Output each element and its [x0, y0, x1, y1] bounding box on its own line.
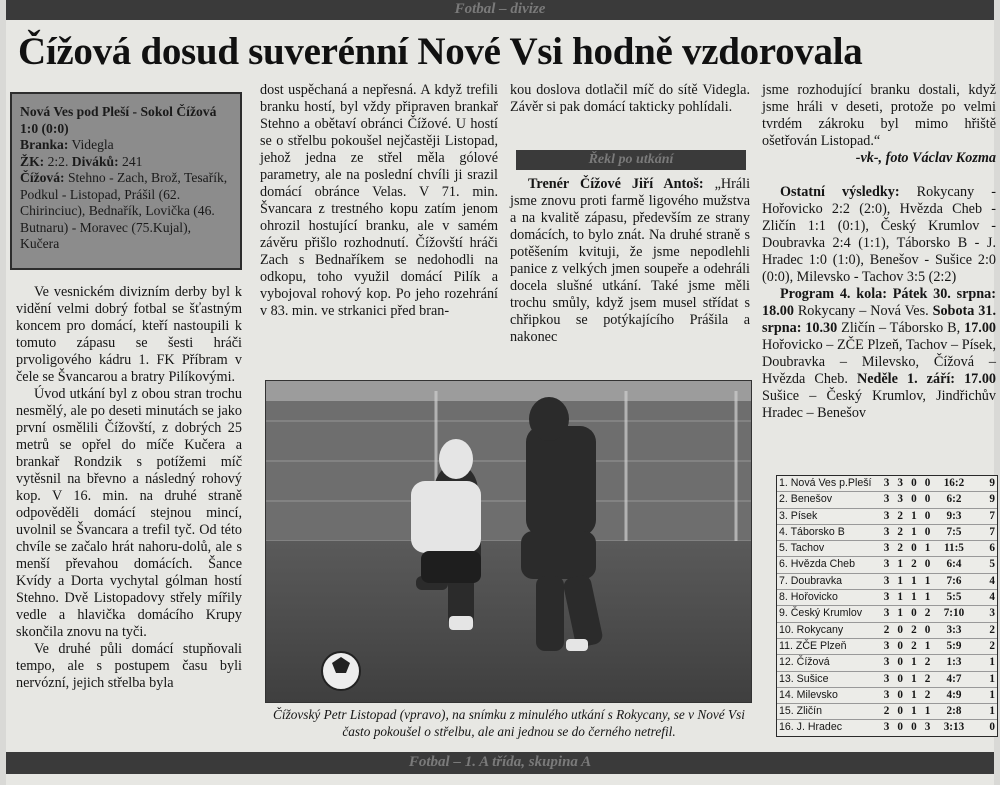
points: 2 — [989, 639, 996, 652]
wins: 0 — [897, 705, 903, 718]
attendance-label: Diváků: — [71, 153, 119, 169]
interview-subhead: Řekl po utkání — [516, 150, 746, 170]
article-paragraph: Úvod utkání byl z obou stran trochu nesmělý, ale po deseti minutách se jako první osmělili Čížovští, z dobrých 25 metrů se opřel do míče Kučera a brankař Rondzik s potížemi míč vytěsnil na břevno a následný rohový kop. V 16. min. na druhé straně odpověděli domácí stejnou mincí, uvolnil se Švancara a trefil tyč. Od této chvíle se začalo hrát nahoru-dolů, ale s menší převahou domácích. Šance Kvídy a Dorta vychytal gólman hostí Stehno. Dvě Listopadovy střely mířily vedle a hlavička domácího Krupy skončila znovu na tyči. — [16, 386, 242, 640]
points: 5 — [989, 558, 996, 571]
standings-table — [776, 475, 998, 737]
wins: 0 — [897, 656, 903, 669]
losses: 1 — [924, 574, 931, 587]
goal-score: 11:5 — [944, 542, 964, 555]
draws: 2 — [911, 558, 917, 571]
losses: 2 — [924, 607, 931, 620]
quote-text: „Hráli jsme znovu proti farmě ligového mužstva a na kvalitě zápasu, především ze strany domácích, to bylo znát. Na druhé straně s potěšením kvituji, že jsme nepodlehli panice z velkých jmen soupeře a odehráli docela slušné utkání. Také jsme měli trochu smůly, když jsem musel střídat s chřipkou se potýkajícího Prášila a nakonec — [510, 176, 751, 345]
goal-score: 9:3 — [946, 509, 962, 522]
team-name: 2. Benešov — [779, 493, 833, 506]
goal-score: 7:10 — [943, 607, 965, 620]
points: 1 — [989, 688, 996, 701]
article-paragraph: dost uspěchaná a nepřesná. A když trefili branku hostí, byl vždy připraven brankař Stehno a obětaví obránci Čížové. U hostí se o střelbu pokoušel nejčastěji Listopad, jehož jedna ze střel měla gólové parametry, ale na poslední chvíli ji srazil domácí obránce Velas. V 71. min. Švancara z trestného kopu zatím jenom ohrozil hostující branku, ale v samém závěru přišlo rozhodnutí. Čížovští hráči Zach s Bednaříkem se nedohodli na odkopu, toho využil domácí Pilík a vybojoval rohový kop. Po jeho rozehrání v 83. min. ve strkanici před bran- — [260, 82, 498, 319]
lineup-text: Stehno - Zach, Brož, Tesařík, Podkul - Listopad, Prášil (62. Chirinciuc), Bednařík, Lovička (46. Butnaru) - Moravec (75.Kujal), Kučera — [20, 170, 228, 251]
article-paragraph: kou doslova dotlačil míč do sítě Videgla. Závěr si pak domácí takticky pohlídali. — [510, 82, 750, 115]
losses: 0 — [924, 509, 931, 522]
quote-speaker: Trenér Čížové Jiří Antoš: — [528, 176, 704, 192]
article-column-1 — [16, 284, 242, 692]
points: 1 — [989, 705, 996, 718]
match-result: Nová Ves pod Pleší - Sokol Čížová 1:0 (0:0) — [20, 104, 217, 136]
points: 1 — [989, 656, 996, 669]
program-saturday-label: Sobota 31. srpna: 10.30 — [762, 303, 997, 336]
section-header-bar — [6, 0, 994, 20]
standings-row — [777, 492, 997, 508]
wins: 1 — [897, 607, 903, 620]
wins: 2 — [897, 525, 903, 538]
byline: -vk-, foto Václav Kozma — [855, 150, 996, 166]
losses: 2 — [924, 656, 931, 669]
team-name: 1. Nová Ves p.Pleší — [779, 477, 872, 489]
article-column-2 — [260, 82, 498, 320]
team-name: 15. Zličín — [779, 705, 822, 718]
team-name: 10. Rokycany — [779, 623, 844, 636]
goal-score: 5:5 — [946, 591, 962, 604]
wins: 3 — [897, 493, 903, 506]
goal-score: 3:3 — [946, 623, 962, 636]
wins: 0 — [897, 721, 903, 734]
losses: 1 — [924, 542, 931, 555]
standings-row — [777, 720, 997, 735]
other-results — [762, 184, 996, 286]
wins: 0 — [897, 688, 903, 701]
draws: 0 — [911, 477, 917, 489]
wins: 0 — [897, 639, 903, 652]
lineup-line — [20, 170, 232, 253]
wins: 1 — [897, 574, 903, 587]
program-time-2: 17.00 — [964, 320, 997, 336]
goal-score: 16:2 — [943, 477, 965, 489]
cards-label: ŽK: — [20, 153, 45, 169]
team-name: 14. Milevsko — [779, 688, 838, 701]
wins: 0 — [897, 672, 903, 685]
attendance-value: 241 — [122, 153, 143, 169]
standings-row — [777, 606, 997, 622]
results-and-program — [762, 184, 996, 422]
wins: 1 — [897, 591, 903, 604]
article-paragraph: Ve vesnickém divizním derby byl k vidění velmi dobrý fotbal se šťastným koncem pro domácí, kteří nastoupili k tomuto zápasu se šesti hráči prvoligového kádru 1. FK Příbram v čele se Švancarou a bratry Pilíkovými. — [16, 284, 242, 385]
losses: 0 — [924, 477, 931, 489]
other-results-text: Rokycany - Hořovicko 2:2 (2:0), Hvězda Cheb - Zličín 1:1 (0:1), Český Krumlov - Doubravka 2:4 (1:1), Táborsko B - J. Hradec 1:0 (1:0), Benešov - Sušice 2:0 (0:0), Milevsko - Tachov 3:5 (2:2) — [762, 184, 996, 285]
standings-row — [777, 623, 997, 639]
article-column-3-top — [510, 82, 750, 116]
goal-score: 6:4 — [946, 558, 962, 571]
match-info-box — [10, 92, 242, 270]
losses: 0 — [924, 525, 931, 538]
team-name: 6. Hvězda Cheb — [779, 558, 855, 571]
article-headline: Čížová dosud suverénní Nové Vsi hodně vzdorovala — [18, 30, 863, 73]
team-name: 7. Doubravka — [779, 574, 843, 587]
draws: 0 — [911, 721, 917, 734]
section-header-title: Fotbal – divize — [454, 1, 546, 17]
draws: 0 — [911, 607, 917, 620]
goal-score: 6:2 — [946, 493, 962, 506]
standings-row — [777, 476, 997, 492]
losses: 2 — [924, 688, 931, 701]
points: 6 — [989, 542, 996, 555]
team-name: 5. Tachov — [779, 542, 825, 555]
played: 3 — [883, 607, 890, 620]
program-sunday-label: Neděle 1. září: 17.00 — [856, 371, 997, 387]
played: 3 — [883, 591, 890, 604]
played: 3 — [883, 525, 890, 538]
goal-score: 4:7 — [946, 672, 962, 685]
losses: 1 — [924, 639, 931, 652]
draws: 2 — [911, 623, 917, 636]
match-goal-line — [20, 137, 232, 154]
standings-row — [777, 688, 997, 704]
draws: 1 — [911, 656, 917, 669]
team-name: 11. ZČE Plzeň — [779, 639, 847, 652]
points: 9 — [989, 477, 996, 489]
losses: 0 — [924, 623, 931, 636]
team-name: 12. Čížová — [779, 656, 830, 669]
goal-score: 7:5 — [946, 525, 962, 538]
section-footer-title: Fotbal – 1. A třída, skupina A — [408, 754, 592, 770]
standings-row — [777, 574, 997, 590]
points: 1 — [989, 672, 996, 685]
wins: 3 — [897, 477, 903, 489]
team-name: 8. Hořovicko — [779, 591, 838, 604]
losses: 1 — [924, 705, 931, 718]
match-photo-image — [266, 381, 751, 702]
standings-row — [777, 525, 997, 541]
draws: 1 — [911, 672, 917, 685]
goal-score: 5:9 — [946, 639, 962, 652]
losses: 2 — [924, 672, 931, 685]
goal-label: Branka: — [20, 137, 69, 152]
draws: 2 — [911, 639, 917, 652]
match-photo — [265, 380, 752, 703]
cards-value: 2:2. — [47, 153, 69, 169]
newspaper-page — [6, 0, 997, 785]
goal-scorer: Videgla — [71, 137, 114, 152]
goal-score: 1:3 — [946, 656, 962, 669]
draws: 1 — [911, 509, 917, 522]
coach-quote — [510, 176, 750, 346]
wins: 2 — [897, 542, 903, 555]
played: 3 — [883, 509, 890, 522]
played: 3 — [883, 639, 890, 652]
lineup-label: Čížová: — [20, 170, 65, 185]
team-name: 4. Táborsko B — [779, 525, 845, 538]
team-name: 16. J. Hradec — [779, 721, 843, 734]
points: 3 — [989, 607, 996, 620]
photo-caption: Čížovský Petr Listopad (vpravo), na snímku z minulého utkání s Rokycany, se v Nové Vsi často pokoušel o střelbu, ale ani jednou se do černého netrefil. — [273, 707, 745, 739]
losses: 3 — [924, 721, 931, 734]
program-text-2: Zličín – Táborsko B, — [841, 320, 961, 336]
points: 4 — [989, 574, 996, 587]
points: 0 — [989, 721, 996, 734]
points: 4 — [989, 591, 996, 604]
played: 3 — [883, 672, 890, 685]
team-name: 3. Písek — [779, 509, 818, 522]
goal-score: 3:13 — [943, 721, 965, 734]
played: 3 — [883, 542, 890, 555]
played: 3 — [883, 493, 890, 506]
draws: 1 — [911, 574, 917, 587]
played: 2 — [883, 623, 890, 636]
goal-score: 2:8 — [946, 705, 962, 718]
points: 9 — [989, 493, 996, 506]
draws: 1 — [911, 688, 917, 701]
standings-row — [777, 672, 997, 688]
team-name: 13. Sušice — [779, 672, 829, 685]
played: 3 — [883, 477, 890, 489]
article-paragraph: Ve druhé půli domácí stupňovali tempo, ale s postupem času byli nervózní, jejich střelba byla — [16, 641, 242, 691]
played: 3 — [883, 721, 890, 734]
losses: 0 — [924, 493, 931, 506]
other-results-label: Ostatní výsledky: — [780, 184, 900, 200]
standings-row — [777, 704, 997, 720]
standings-row — [777, 655, 997, 671]
played: 3 — [883, 656, 890, 669]
program — [762, 286, 996, 422]
section-footer-bar — [6, 752, 994, 774]
draws: 1 — [911, 525, 917, 538]
played: 3 — [883, 574, 890, 587]
program-text-4: Sušice – Český Krumlov, Jindřichův Hradec – Benešov — [762, 388, 996, 421]
wins: 0 — [897, 623, 903, 636]
losses: 0 — [924, 558, 931, 571]
goal-score: 7:6 — [946, 574, 962, 587]
goal-score: 4:9 — [946, 688, 962, 701]
quote-paragraph — [510, 176, 750, 346]
draws: 0 — [911, 542, 917, 555]
standings-row — [777, 541, 997, 557]
draws: 1 — [911, 591, 917, 604]
match-cards-line — [20, 154, 232, 171]
quote-ending-text: jsme rozhodující branku dostali, když jsme hráli v deseti, protože po velmi tvrdém zákroku byl mimo hřiště ošetřován Listopad.“ — [762, 82, 996, 149]
draws: 0 — [911, 493, 917, 506]
played: 3 — [883, 688, 890, 701]
standings-row — [777, 509, 997, 525]
program-text-1: Rokycany – Nová Ves. — [797, 303, 929, 319]
wins: 2 — [897, 509, 903, 522]
program-text-3: Hořovicko – ZČE Plzeň, Tachov – Písek, Doubravka – Milevsko, Čížová – Hvězda Cheb. — [762, 337, 996, 387]
quote-ending — [762, 82, 996, 166]
article-column-4-top — [762, 82, 996, 167]
losses: 1 — [924, 591, 931, 604]
played: 3 — [883, 558, 890, 571]
played: 2 — [883, 705, 890, 718]
points: 7 — [989, 509, 996, 522]
wins: 1 — [897, 558, 903, 571]
standings-row — [777, 639, 997, 655]
points: 2 — [989, 623, 996, 636]
draws: 1 — [911, 705, 917, 718]
team-name: 9. Český Krumlov — [779, 607, 863, 620]
standings-row — [777, 557, 997, 573]
program-label: Program 4. kola: Pátek 30. srpna: 18.00 — [762, 286, 996, 319]
points: 7 — [989, 525, 996, 538]
standings-row — [777, 590, 997, 606]
